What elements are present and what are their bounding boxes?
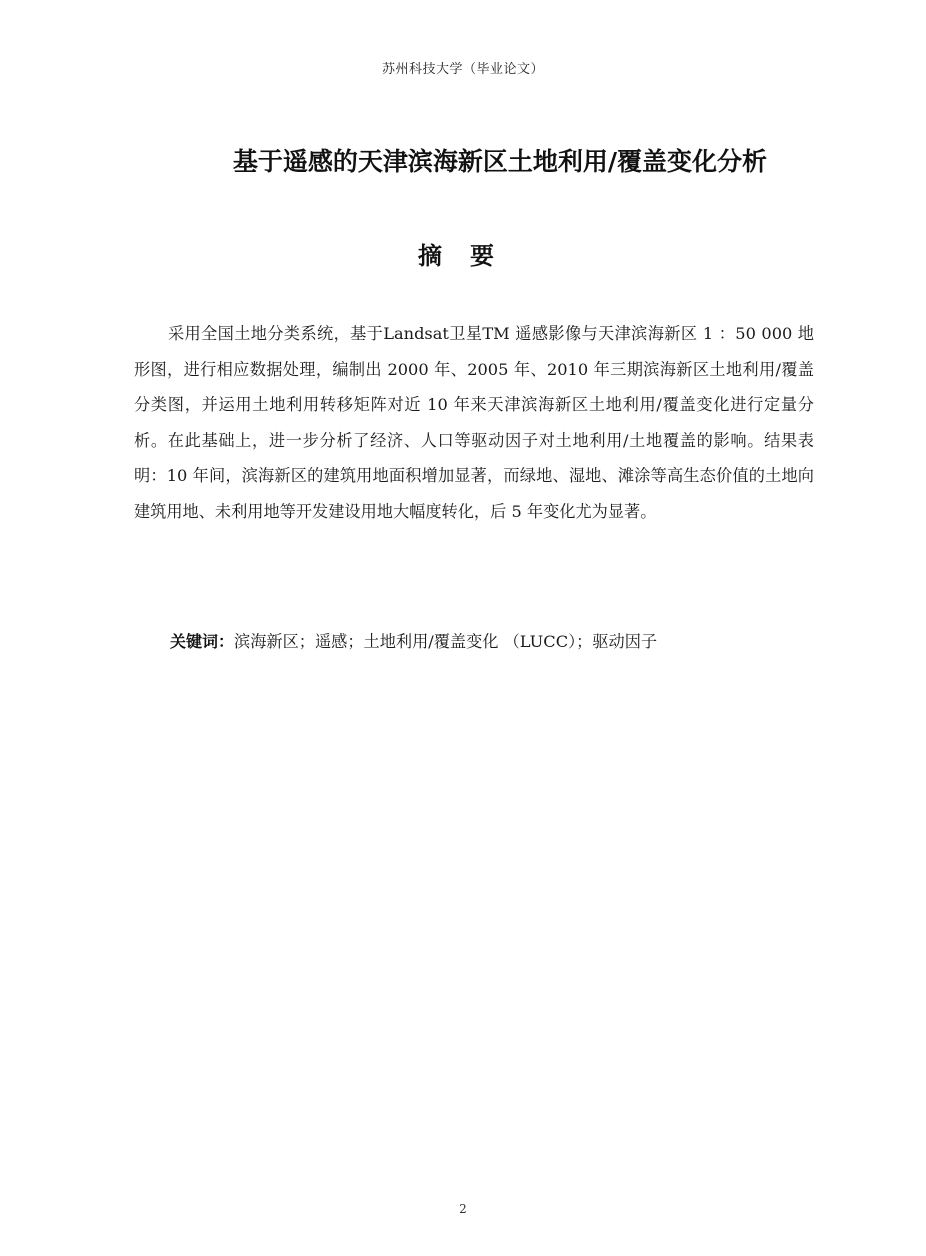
keywords-label: 关键词： [170, 632, 235, 651]
keywords-text: 滨海新区；遥感；土地利用/覆盖变化 （LUCC）；驱动因子 [234, 632, 658, 651]
abstract-heading: 摘要 [418, 242, 522, 270]
paper-title: 基于遥感的天津滨海新区土地利用/覆盖变化分析 [232, 147, 768, 176]
abstract-body: 采用全国土地分类系统，基于Landsat卫星TM 遥感影像与天津滨海新区 1 ：50 000 地形图，进行相应数据处理，编制出 2000 年、2005 年、2010 年三期滨海新区土地利用/覆盖分类图，并运用土地利用转移矩阵对近 10 年来天津滨海新区土地利用/覆盖变化进行定量分析。在此基础上，进一步分析了经济、人口等驱动因子对土地利用/土地覆盖的影响。结果表明：10 年间，滨海新区的建筑用地面积增加显著，而绿地、湿地、滩涂等高生态价值的土地向建筑用地、未利用地等开发建设用地大幅度转化，后 5 年变化尤为显著。 [134, 324, 814, 521]
keywords-line [170, 626, 830, 658]
running-header: 苏州科技大学（毕业论文） [381, 62, 544, 77]
page-number: 2 [459, 1202, 467, 1216]
